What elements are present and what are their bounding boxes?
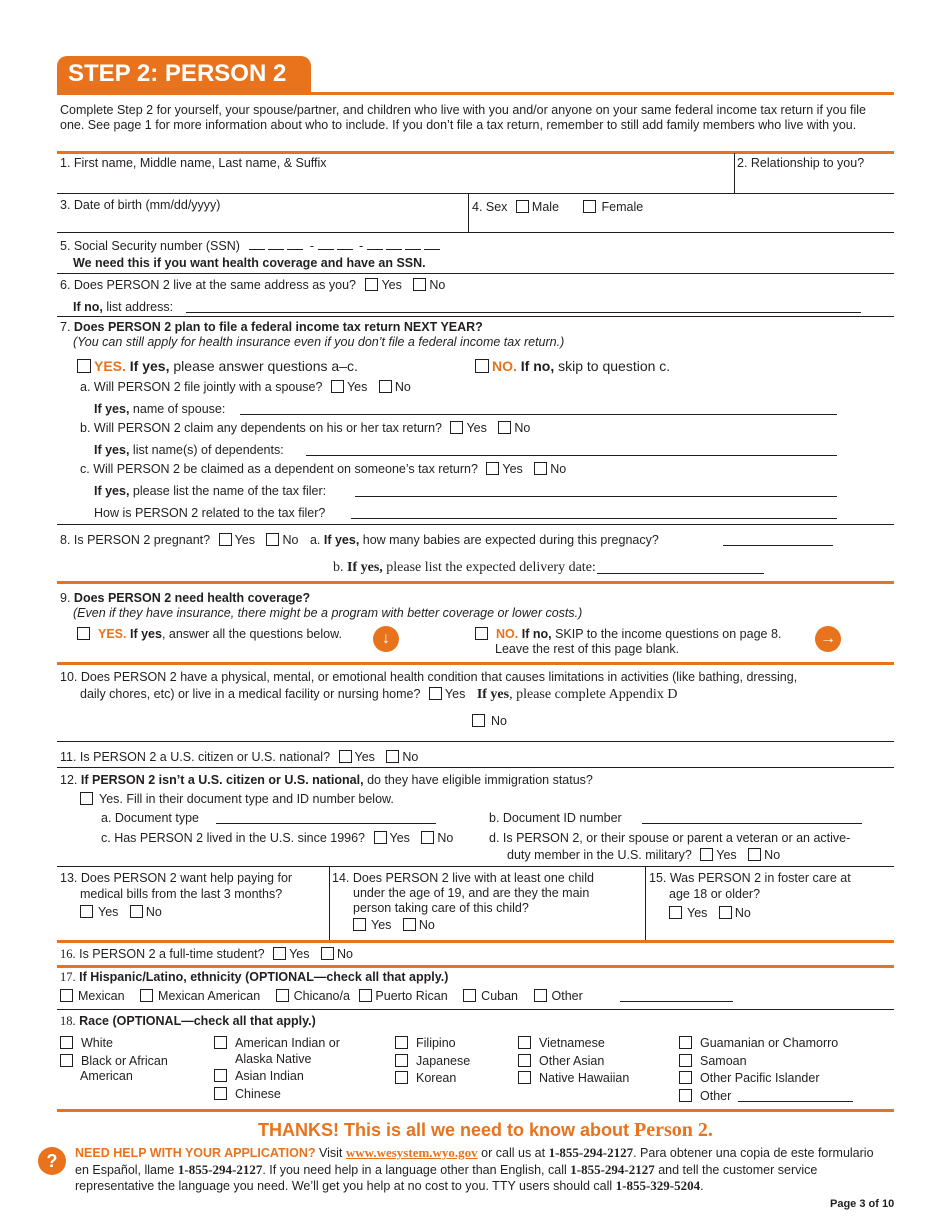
divider: [468, 194, 469, 232]
q7b-label: b. Will PERSON 2 claim any dependents on his or her tax return?: [80, 421, 442, 435]
q8b-prefix: b.: [333, 560, 344, 575]
mexican-american-checkbox[interactable]: [140, 989, 153, 1002]
q13-line1: 13. Does PERSON 2 want help paying for: [60, 871, 293, 885]
dependents-label: list name(s) of dependents:: [132, 443, 284, 457]
phone-number: 1-855-294-2127: [570, 1161, 655, 1177]
q7a-no-checkbox[interactable]: [379, 380, 392, 393]
help-heading: NEED HELP WITH YOUR APPLICATION?: [75, 1146, 316, 1160]
race-label: Alaska Native: [235, 1052, 312, 1066]
race-label: Asian Indian: [235, 1069, 304, 1083]
korean-row: [395, 1071, 456, 1085]
no-label: No: [764, 848, 781, 862]
no-label: No: [437, 831, 454, 845]
white-checkbox[interactable]: [60, 1036, 73, 1049]
spouse-name-field[interactable]: [240, 414, 837, 415]
q14-no-checkbox[interactable]: [403, 918, 416, 931]
vietnamese-checkbox[interactable]: [518, 1036, 531, 1049]
q6-row: [60, 278, 445, 292]
divider: [57, 767, 894, 768]
q13-yes-checkbox[interactable]: [80, 905, 93, 918]
divider: [57, 581, 894, 584]
q11-row: [60, 750, 418, 764]
yes-label: Yes: [502, 462, 523, 476]
no-label: No: [429, 278, 446, 292]
no-label: No: [550, 462, 567, 476]
divider: [57, 866, 894, 867]
tax-filer-field[interactable]: [355, 496, 837, 497]
q9-sub: (Even if they have insurance, there might be a program with better coverage or lower costs.): [73, 606, 583, 620]
help-en2: and tell the: [658, 1162, 720, 1177]
q3-label: 3. Date of birth (mm/dd/yyyy): [60, 198, 221, 212]
race-label: Native Hawaiian: [539, 1071, 630, 1085]
delivery-date-field[interactable]: [597, 573, 764, 574]
puerto-rican-checkbox[interactable]: [359, 989, 372, 1002]
race-label: Filipino: [416, 1036, 456, 1050]
race-label: Other: [700, 1089, 732, 1103]
q1-label: 1. First name, Middle name, Last name, & Suffix: [60, 156, 327, 170]
q16-no-checkbox[interactable]: [321, 947, 334, 960]
related-label: How is PERSON 2 related to the tax filer?: [94, 506, 326, 520]
race-label: American Indian or: [235, 1036, 340, 1050]
no-instruction: SKIP to the income questions on page 8.: [555, 627, 782, 641]
q4-label: 4. Sex: [472, 200, 508, 214]
q12-title: [60, 773, 593, 787]
mexican-checkbox[interactable]: [60, 989, 73, 1002]
question-mark-icon: ?: [38, 1147, 66, 1175]
if-yes: If yes: [476, 687, 510, 702]
q9-label: Does PERSON 2 need health coverage?: [73, 591, 311, 605]
divider: [645, 867, 646, 940]
no-label: No: [282, 533, 299, 547]
q6-yes-checkbox[interactable]: [365, 278, 378, 291]
intro-text: Complete Step 2 for yourself, your spouse/partner, and children who live with you and/or anyone on your same federal income tax return if you file one. See page 1 for more information about who to include. If you don’t file a tax return, remember to still add family members who live with you.: [60, 103, 866, 132]
other-race-field[interactable]: [738, 1101, 853, 1102]
q14-line1: 14. Does PERSON 2 live with at least one child: [332, 871, 594, 885]
other-ethnicity-field[interactable]: [620, 1001, 733, 1002]
yes-word: YES.: [94, 358, 126, 374]
q10-yes-checkbox[interactable]: [429, 687, 442, 700]
other-race-row: [679, 1089, 731, 1103]
race-label: Other Asian: [539, 1054, 605, 1068]
q7a-row: [80, 380, 411, 394]
guamanian-checkbox[interactable]: [679, 1036, 692, 1049]
q12-yes-checkbox[interactable]: [80, 792, 93, 805]
q7-no-row: [475, 358, 670, 374]
tax-filer-label: please list the name of the tax filer:: [132, 484, 327, 498]
no-label: No: [514, 421, 531, 435]
q18-title: [60, 1014, 316, 1029]
yes-label: Yes: [444, 687, 466, 701]
address-field[interactable]: [186, 312, 861, 313]
no-label: No: [336, 947, 353, 961]
q12d-line1: d. Is PERSON 2, or their spouse or parent a veteran or an active-: [489, 831, 851, 845]
no-word: NO.: [492, 358, 517, 374]
race-label: Samoan: [700, 1054, 747, 1068]
q9-yes-checkbox[interactable]: [77, 627, 90, 640]
divider: [57, 193, 894, 194]
asian-indian-row: [214, 1069, 304, 1083]
q7b-if-row: [94, 443, 284, 457]
q9-no-note: Leave the rest of this page blank.: [495, 642, 680, 656]
divider: [57, 741, 894, 742]
q17-options: [60, 989, 583, 1003]
help-en3: customer service representative the language you need. We’ll get you help at no cost to you. TTY users should call: [75, 1162, 818, 1193]
help-es1: . Para obtener una copia de: [633, 1146, 788, 1160]
doc-type-field[interactable]: [216, 823, 436, 824]
q7c-related-row: [94, 506, 325, 520]
doc-id-label: b. Document ID number: [489, 811, 622, 825]
phone-number: 1-855-294-2127: [548, 1145, 634, 1160]
q16-yes-checkbox[interactable]: [273, 947, 286, 960]
q7-num: 7.: [60, 320, 71, 334]
divider: [329, 867, 330, 940]
yes-instruction: please answer questions a–c.: [173, 358, 358, 374]
q12c-no-checkbox[interactable]: [421, 831, 434, 844]
if-yes: If yes,: [347, 560, 383, 575]
q5-label: 5. Social Security number (SSN): [60, 239, 240, 253]
divider: [57, 273, 894, 274]
divider: [57, 1009, 894, 1010]
q15-line2: age 18 or older?: [669, 887, 761, 901]
q4-row: [472, 200, 643, 214]
q7-yes-row: [77, 358, 358, 374]
if-no: If no,: [520, 358, 555, 374]
q7-no-checkbox[interactable]: [475, 359, 489, 373]
q15-line1: 15. Was PERSON 2 in foster care at: [649, 871, 851, 885]
divider: [57, 232, 894, 233]
thanks-text: THANKS! This is all we need to know about: [258, 1120, 630, 1140]
q8-no-checkbox[interactable]: [266, 533, 279, 546]
option-label: Mexican American: [158, 989, 261, 1003]
q7c-row: [80, 462, 566, 476]
q12d-row2: [507, 848, 780, 862]
if-yes: If yes: [129, 627, 162, 641]
q16-row: [60, 947, 353, 962]
name-field[interactable]: [57, 170, 733, 192]
q12d-line2: duty member in the U.S. military?: [507, 848, 692, 862]
q7a-if-row: [94, 402, 225, 416]
race-label: Japanese: [416, 1054, 471, 1068]
yes-instruction: , answer all the questions below.: [161, 627, 342, 641]
step-title: STEP 2: PERSON 2: [68, 60, 287, 87]
divider: [57, 940, 894, 943]
no-label: No: [491, 714, 507, 728]
relation-field[interactable]: [351, 518, 837, 519]
samoan-checkbox[interactable]: [679, 1054, 692, 1067]
race-label: Black or African: [81, 1054, 168, 1068]
tty-number: 1-855-329-5204: [615, 1178, 701, 1193]
arrow-down-icon: ↓: [373, 626, 399, 652]
q17-num: 17.: [60, 970, 76, 984]
if-yes: If yes,: [94, 484, 130, 498]
guamanian-row: [679, 1036, 838, 1050]
divider: [57, 316, 894, 317]
q11-label: 11. Is PERSON 2 a U.S. citizen or U.S. national?: [60, 750, 331, 764]
q9-num: 9.: [60, 591, 71, 605]
q9-no-row: [475, 627, 781, 641]
q6-no-checkbox[interactable]: [413, 278, 426, 291]
q14-line2: under the age of 19, and are they the main: [353, 886, 590, 900]
help-text: [75, 1145, 890, 1195]
q14-yes-checkbox[interactable]: [353, 918, 366, 931]
chinese-row: [214, 1087, 281, 1101]
divider: [734, 153, 735, 194]
option-label: Mexican: [78, 989, 125, 1003]
option-label: Puerto Rican: [375, 989, 448, 1003]
other-asian-row: [518, 1054, 604, 1068]
option-label: Cuban: [481, 989, 519, 1003]
q5-row: [60, 238, 443, 253]
native-hawaiian-checkbox[interactable]: [518, 1071, 531, 1084]
q14-line3: person taking care of this child?: [353, 901, 529, 915]
other-pacific-checkbox[interactable]: [679, 1071, 692, 1084]
yes-label: Yes: [371, 918, 392, 932]
no-label: No: [734, 906, 751, 920]
black-row: [60, 1054, 168, 1068]
no-label: No: [145, 905, 162, 919]
other-ethnicity-checkbox[interactable]: [534, 989, 547, 1002]
q18-num: 18.: [60, 1014, 76, 1028]
q15-no-checkbox[interactable]: [719, 906, 732, 919]
q18-label: Race (OPTIONAL—check all that apply.): [79, 1014, 316, 1028]
q13-no-checkbox[interactable]: [130, 905, 143, 918]
no-instruction: skip to question c.: [558, 358, 671, 374]
native-hawaiian-row: [518, 1071, 629, 1085]
q10-no-row: [472, 714, 507, 728]
cuban-checkbox[interactable]: [463, 989, 476, 1002]
if-yes: If yes,: [323, 533, 360, 547]
arrow-right-icon: →: [815, 626, 841, 652]
sex-male-checkbox[interactable]: [516, 200, 529, 213]
race-label: Vietnamese: [539, 1036, 605, 1050]
no-word: NO.: [496, 627, 519, 641]
chicano-checkbox[interactable]: [276, 989, 289, 1002]
divider: [57, 965, 894, 968]
q11-no-checkbox[interactable]: [386, 750, 399, 763]
yes-label: Yes: [346, 380, 368, 394]
yes-label: Yes: [234, 533, 255, 547]
white-row: [60, 1036, 113, 1050]
q12d-yes-checkbox[interactable]: [700, 848, 713, 861]
q13-line2: medical bills from the last 3 months?: [80, 887, 283, 901]
page-number: Page 3 of 10: [830, 1198, 895, 1210]
if-yes: If yes,: [94, 443, 130, 457]
website-link[interactable]: www.wesystem.wyo.gov: [345, 1145, 478, 1160]
q10-row2: [80, 687, 677, 703]
q7-yes-checkbox[interactable]: [77, 359, 91, 373]
q10-line2: daily chores, etc) or live in a medical facility or nursing home?: [80, 687, 421, 701]
dob-field[interactable]: [57, 212, 467, 230]
male-label: Male: [531, 200, 560, 214]
q5-note: We need this if you want health coverage and have an SSN.: [73, 256, 426, 270]
yes-label: Yes: [98, 905, 119, 919]
female-label: Female: [601, 200, 644, 214]
if-yes: If yes,: [94, 402, 130, 416]
q8-label: 8. Is PERSON 2 pregnant?: [60, 533, 211, 547]
doc-type-label: a. Document type: [101, 811, 199, 825]
help-en1: . If you need help in a language other than English, call: [262, 1162, 567, 1177]
q7b-row: [80, 421, 530, 435]
race-label: Korean: [416, 1071, 457, 1085]
q8b-row: [333, 560, 596, 576]
thanks-banner: [258, 1119, 713, 1142]
samoan-row: [679, 1054, 747, 1068]
yes-label: Yes: [354, 750, 375, 764]
q17-label: If Hispanic/Latino, ethnicity (OPTIONAL—check all that apply.): [79, 970, 449, 984]
if-no-label: If no,: [73, 300, 103, 314]
phone-number: 1-855-294-2127: [177, 1161, 263, 1177]
if-no: If no,: [521, 627, 552, 641]
q8-yes-checkbox[interactable]: [219, 533, 232, 546]
q12c-label: c. Has PERSON 2 lived in the U.S. since 1996?: [101, 831, 366, 845]
no-label: No: [418, 918, 435, 932]
ssn-field[interactable]: - -: [249, 239, 442, 253]
q12c-row: [101, 831, 453, 845]
q14-options: [353, 918, 435, 932]
q7b-yes-checkbox[interactable]: [450, 421, 463, 434]
q7c-if-row: [94, 484, 326, 498]
q6-address-row: [73, 300, 173, 314]
q12-yes-row: [80, 792, 394, 806]
q7a-yes-checkbox[interactable]: [331, 380, 344, 393]
q8-row: [60, 533, 659, 547]
q6-label: 6. Does PERSON 2 live at the same address as you?: [60, 278, 356, 292]
q7b-no-checkbox[interactable]: [498, 421, 511, 434]
q9-yes-row: [77, 627, 342, 641]
thanks-person: Person 2.: [634, 1119, 713, 1141]
q8a-label: how many babies are expected during this pregnacy?: [362, 533, 659, 547]
race-label: White: [81, 1036, 113, 1050]
help-visit: Visit: [319, 1146, 343, 1160]
q12d-no-checkbox[interactable]: [748, 848, 761, 861]
q7c-label: c. Will PERSON 2 be claimed as a dependent on someone’s tax return?: [80, 462, 478, 476]
other-race-checkbox[interactable]: [679, 1089, 692, 1102]
divider: [57, 524, 894, 525]
option-label: Chicano/a: [293, 989, 350, 1003]
divider: [57, 662, 894, 665]
list-address-label: list address:: [106, 300, 174, 314]
japanese-checkbox[interactable]: [395, 1054, 408, 1067]
filipino-row: [395, 1036, 456, 1050]
q15-yes-checkbox[interactable]: [669, 906, 682, 919]
q7-label: Does PERSON 2 plan to file a federal income tax return NEXT YEAR?: [73, 320, 483, 334]
q12-num: 12.: [60, 773, 78, 787]
help-end: .: [700, 1179, 704, 1193]
korean-checkbox[interactable]: [395, 1071, 408, 1084]
other-asian-checkbox[interactable]: [518, 1054, 531, 1067]
american-indian-checkbox[interactable]: [214, 1036, 227, 1049]
q12-text: do they have eligible immigration status?: [367, 773, 593, 787]
dependents-field[interactable]: [306, 455, 837, 456]
vietnamese-row: [518, 1036, 605, 1050]
help-es2: este formulario en Español, llame: [75, 1146, 874, 1177]
divider: [57, 1109, 894, 1112]
race-label: American: [80, 1069, 133, 1083]
doc-id-field[interactable]: [642, 823, 862, 824]
spouse-name-label: name of spouse:: [132, 402, 226, 416]
divider: [57, 92, 894, 95]
race-label: Chinese: [235, 1087, 281, 1101]
no-label: No: [394, 380, 411, 394]
sex-female-checkbox[interactable]: [583, 200, 596, 213]
yes-label: Yes: [289, 947, 310, 961]
appendix-note: , please complete Appendix D: [509, 687, 678, 702]
q16-num: 16.: [60, 947, 76, 961]
q8b-label: please list the expected delivery date:: [386, 560, 596, 575]
japanese-row: [395, 1054, 470, 1068]
q7-title: [60, 320, 483, 334]
q12-bold: If PERSON 2 isn’t a U.S. citizen or U.S. national,: [80, 773, 364, 787]
yes-label: Yes: [716, 848, 737, 862]
q12c-yes-checkbox[interactable]: [374, 831, 387, 844]
q17-title: [60, 970, 448, 985]
q12-yes-label: Yes. Fill in their document type and ID number below.: [99, 792, 394, 806]
filipino-checkbox[interactable]: [395, 1036, 408, 1049]
q9-title: [60, 591, 310, 605]
q7a-label: a. Will PERSON 2 file jointly with a spouse?: [80, 380, 323, 394]
yes-word: YES.: [98, 627, 127, 641]
chinese-checkbox[interactable]: [214, 1087, 227, 1100]
yes-label: Yes: [687, 906, 708, 920]
babies-field[interactable]: [723, 545, 833, 546]
q10-line1: 10. Does PERSON 2 have a physical, mental, or emotional health condition that causes limitations in activities (like bathing, dressing,: [60, 670, 798, 684]
race-label: Guamanian or Chamorro: [700, 1036, 839, 1050]
yes-label: Yes: [389, 831, 410, 845]
q8a-prefix: a.: [309, 533, 321, 547]
divider: [57, 151, 894, 154]
amind-row: [214, 1036, 340, 1050]
option-label: Other: [551, 989, 583, 1003]
other-pacific-row: [679, 1071, 820, 1085]
q10-no-checkbox[interactable]: [472, 714, 485, 727]
help-call: or call us at: [481, 1146, 546, 1160]
yes-label: Yes: [466, 421, 487, 435]
no-label: No: [402, 750, 419, 764]
q7-sub: (You can still apply for health insurance even if you don’t file a federal income tax return.): [73, 335, 565, 349]
black-checkbox[interactable]: [60, 1054, 73, 1067]
q11-yes-checkbox[interactable]: [339, 750, 352, 763]
yes-label: Yes: [381, 278, 402, 292]
q13-options: [80, 905, 162, 919]
q7c-yes-checkbox[interactable]: [486, 462, 499, 475]
if-yes: If yes,: [129, 358, 170, 374]
q2-label: 2. Relationship to you?: [737, 156, 865, 170]
q7c-no-checkbox[interactable]: [534, 462, 547, 475]
asian-indian-checkbox[interactable]: [214, 1069, 227, 1082]
q9-no-checkbox[interactable]: [475, 627, 488, 640]
race-label: Other Pacific Islander: [700, 1071, 820, 1085]
q15-options: [669, 906, 751, 920]
q16-label: Is PERSON 2 a full-time student?: [79, 947, 265, 961]
